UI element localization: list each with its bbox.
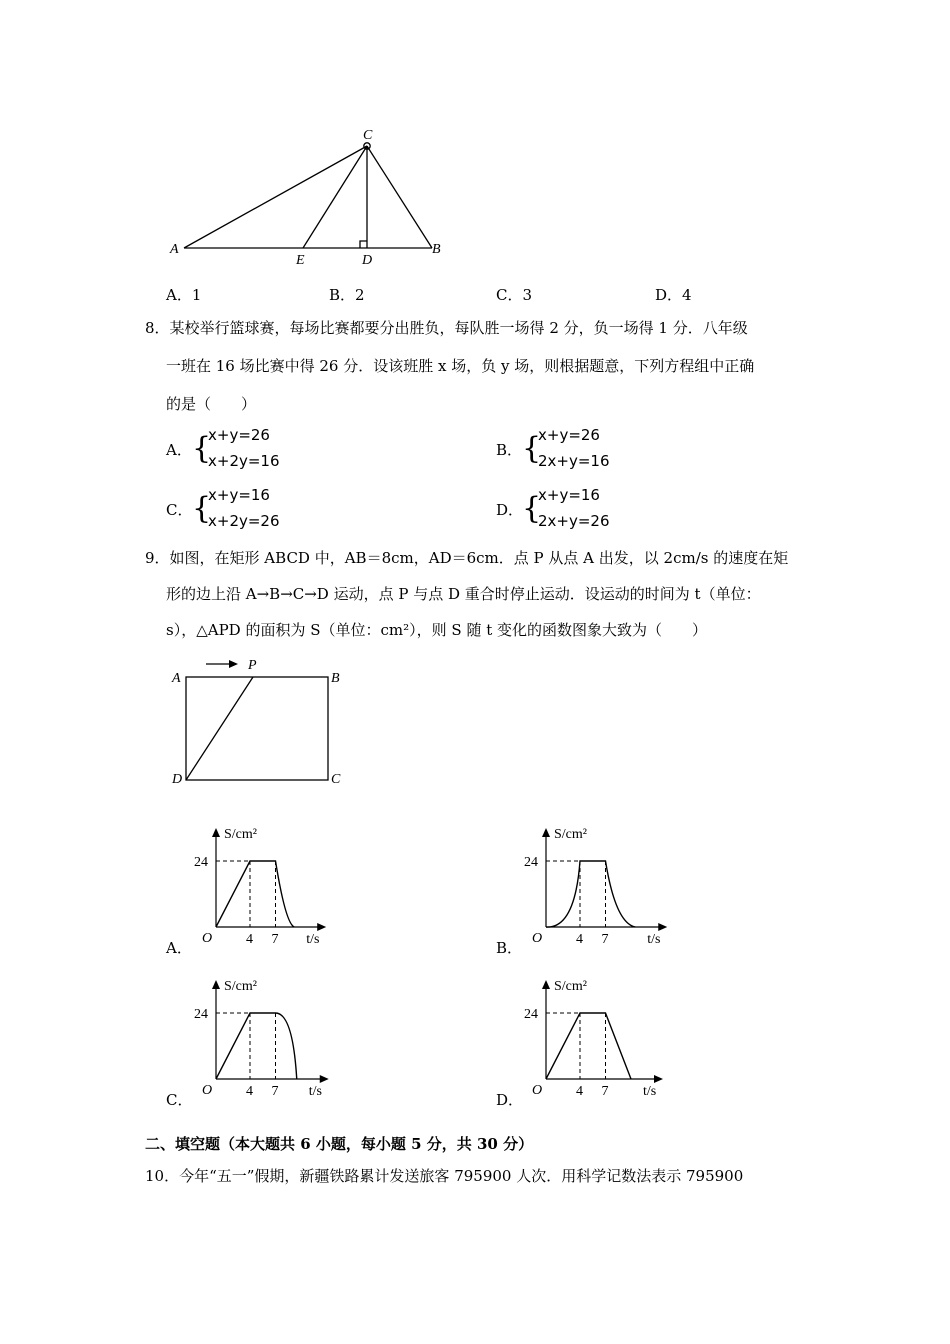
- rectangle-abcd: [186, 677, 328, 780]
- q9-graph-c: [196, 972, 426, 1102]
- q9-option-b[interactable]: [496, 820, 756, 960]
- origin-label: O: [532, 931, 543, 946]
- x-tick-label-4: 4: [576, 1084, 583, 1099]
- y-tick-label: 24: [524, 855, 538, 870]
- x-axis-arrow: [317, 923, 326, 931]
- q9-option-a-letter: A．: [166, 939, 192, 957]
- series-line: [216, 861, 294, 927]
- q9-option-d[interactable]: [496, 972, 756, 1112]
- q8-stem-line-1: 8．某校举行篮球赛，每场比赛都要分出胜负，每队胜一场得 2 分，负一场得 1 分．八年级: [145, 319, 748, 337]
- q8-option-d[interactable]: [496, 484, 656, 538]
- x-axis-label: t/s: [308, 1084, 322, 1099]
- q8-option-c-brace: {: [192, 491, 212, 526]
- q8-option-a-eq2: x+2y=16: [208, 452, 280, 470]
- y-axis-label: S/cm²: [224, 979, 257, 994]
- q7-option-a[interactable]: A．1: [166, 286, 202, 304]
- y-tick-label: 24: [194, 1007, 208, 1022]
- q8-option-c-eq1: x+y=16: [208, 486, 270, 504]
- section-2-heading: 二、填空题（本大题共 6 小题，每小题 5 分，共 30 分）: [145, 1135, 534, 1153]
- right-angle-mark: [360, 241, 367, 248]
- y-axis-label: S/cm²: [554, 827, 587, 842]
- q9-rectangle-figure: [160, 650, 360, 790]
- label-b: B: [432, 242, 441, 257]
- y-axis-arrow: [212, 828, 220, 837]
- series-line: [546, 1013, 631, 1079]
- q9-stem-line-1: 9．如图，在矩形 ABCD 中，AB＝8cm，AD＝6cm．点 P 从点 A 出发，以 2cm/s 的速度在矩: [145, 549, 789, 567]
- label-c: C: [331, 772, 341, 787]
- q8-option-d-eq2: 2x+y=26: [538, 512, 610, 530]
- y-axis-arrow: [542, 828, 550, 837]
- q7-option-c[interactable]: C．3: [496, 286, 533, 304]
- q8-option-b-eq2: 2x+y=16: [538, 452, 610, 470]
- q7-triangle-figure: [160, 120, 460, 270]
- q8-option-d-eq1: x+y=16: [538, 486, 600, 504]
- motion-arrow-head: [229, 660, 238, 668]
- q8-option-a-brace: {: [192, 431, 212, 466]
- x-tick-label-7: 7: [271, 932, 279, 947]
- label-e: E: [296, 253, 305, 268]
- x-axis-arrow: [654, 1075, 663, 1083]
- x-tick-label-4: 4: [246, 932, 253, 947]
- y-tick-label: 24: [194, 855, 208, 870]
- q8-option-a-letter: A．: [166, 441, 192, 459]
- q8-option-a[interactable]: [166, 424, 326, 478]
- segment-dp: [186, 677, 253, 780]
- q8-option-a-eq1: x+y=26: [208, 426, 270, 444]
- q8-option-d-brace: {: [522, 491, 542, 526]
- q8-stem-line-3: 的是（ ）: [166, 395, 257, 413]
- q8-option-d-letter: D．: [496, 501, 524, 519]
- label-c: C: [363, 128, 373, 143]
- x-tick-label-7: 7: [271, 1084, 279, 1099]
- q8-option-b-eq1: x+y=26: [538, 426, 600, 444]
- q8-stem-line-2: 一班在 16 场比赛中得 26 分．设该班胜 x 场，负 y 场，则根据题意，下列方程组中正确: [166, 357, 755, 375]
- q9-graph-d: [526, 972, 756, 1102]
- origin-label: O: [202, 1083, 213, 1098]
- label-d: D: [362, 253, 373, 268]
- q7-option-d[interactable]: D．4: [655, 286, 692, 304]
- q9-graph-a: [196, 820, 426, 950]
- q8-option-c[interactable]: [166, 484, 326, 538]
- segment-ac: [184, 146, 367, 248]
- q8-option-b-letter: B．: [496, 441, 523, 459]
- series-line: [546, 861, 635, 927]
- y-axis-arrow: [212, 980, 220, 989]
- q8-option-c-eq2: x+2y=26: [208, 512, 280, 530]
- x-axis-arrow: [658, 923, 667, 931]
- q9-stem-line-3: s），△APD 的面积为 S（单位：cm²），则 S 随 t 变化的函数图象大致为（ ）: [166, 621, 708, 639]
- origin-label: O: [532, 1083, 543, 1098]
- q7-option-b[interactable]: B．2: [329, 286, 365, 304]
- x-tick-label-4: 4: [246, 1084, 253, 1099]
- q9-option-d-letter: D．: [496, 1091, 524, 1109]
- segment-ce: [303, 146, 367, 248]
- q9-option-c-letter: C．: [166, 1091, 193, 1109]
- q8-option-b[interactable]: [496, 424, 656, 478]
- q9-option-b-letter: B．: [496, 939, 523, 957]
- y-axis-arrow: [542, 980, 550, 989]
- q9-stem-line-2: 形的边上沿 A→B→C→D 运动，点 P 与点 D 重合时停止运动．设运动的时间为 t（单位：: [166, 585, 761, 603]
- y-axis-label: S/cm²: [224, 827, 257, 842]
- q9-option-a[interactable]: [166, 820, 426, 960]
- x-axis-arrow: [320, 1075, 329, 1083]
- label-d: D: [172, 772, 183, 787]
- x-tick-label-7: 7: [601, 932, 609, 947]
- q10-stem-line-1: 10．今年“五一”假期，新疆铁路累计发送旅客 795900 人次．用科学记数法表示 795900: [145, 1167, 744, 1185]
- x-axis-label: t/s: [647, 932, 661, 947]
- label-p: P: [248, 658, 257, 673]
- x-tick-label-4: 4: [576, 932, 583, 947]
- q8-option-b-brace: {: [522, 431, 542, 466]
- q8-option-c-letter: C．: [166, 501, 193, 519]
- label-a: A: [170, 242, 179, 257]
- q9-option-c[interactable]: [166, 972, 426, 1112]
- origin-label: O: [202, 931, 213, 946]
- x-axis-label: t/s: [306, 932, 320, 947]
- y-axis-label: S/cm²: [554, 979, 587, 994]
- label-b: B: [331, 671, 340, 686]
- segment-cb: [367, 146, 432, 248]
- y-tick-label: 24: [524, 1007, 538, 1022]
- x-axis-label: t/s: [643, 1084, 657, 1099]
- label-a: A: [172, 671, 181, 686]
- x-tick-label-7: 7: [601, 1084, 609, 1099]
- q9-graph-b: [526, 820, 756, 950]
- series-line: [216, 1013, 297, 1079]
